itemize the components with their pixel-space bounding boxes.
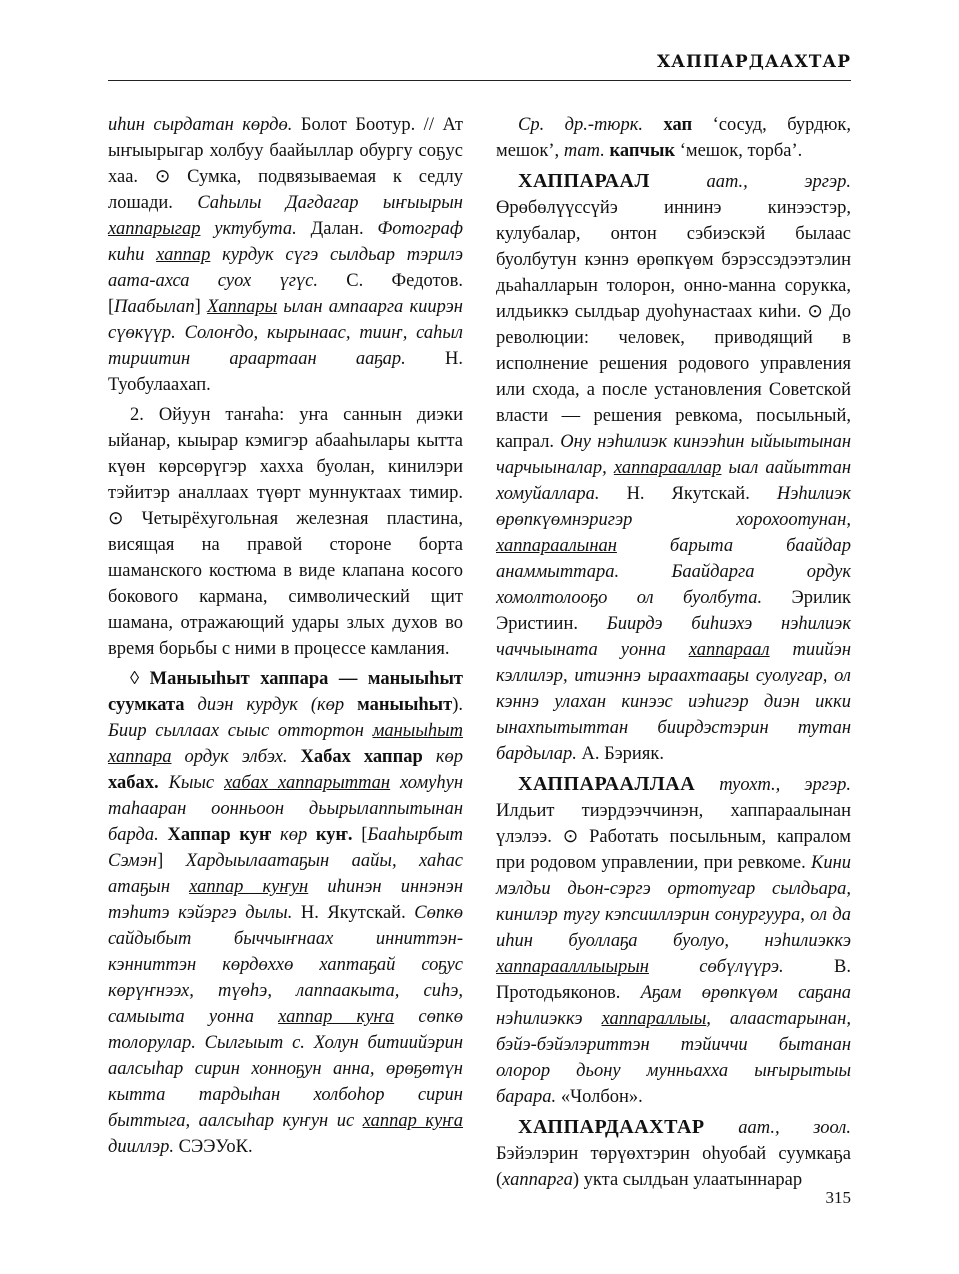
source: Н. Якутскай. <box>292 903 415 923</box>
example-text: Биирдэ биһиэхэ нэһилиэк чаччыыната уонна <box>496 614 851 660</box>
grammar-label: аат., эргэр. <box>649 172 851 192</box>
cross-ref: хабах. <box>108 773 159 793</box>
paragraph <box>496 112 851 164</box>
example-text: Кини мэлдьи дьон-сэргэ ортотугар сылдьара, кинилэр тугу кэпсииллэрин сонургуура, ол да иһин буоллаҕа буолуо, нэһилиэккэ <box>496 853 851 951</box>
definition: Илдьит тиэрдээччинэн, хаппараалынан үлэлээ. ⊙ Работать посыльным, капралом при родовом управлении, при ревкоме. <box>496 801 851 873</box>
definition: ) укта сылдьан улаатыннарар <box>572 1170 803 1190</box>
source: Далан. <box>296 219 378 239</box>
source: «Чолбон». <box>556 1087 643 1107</box>
etymon: хап <box>643 115 693 135</box>
text: Болот Боотур. // Ат ыҥыырыгар холбуу баайыллар обургу соҕус хаа. ⊙ Сумка, подвязываемая к седлу лошади. <box>108 115 463 213</box>
phrase-headword: Хабах хаппар <box>300 747 423 767</box>
definition: Өрөбөлүүссүйэ иннинэ кинээстэр, кулубалар, онтон сэбиэскэй былаас буолбутун кэннэ өрөпкүөм бэрэссэдээтэлин дьаһалларын толорон, онно-манна сорукка, илдьиккэ сылдьар дуоһунастаах киһи. ⊙ До революции: человек, приводящий в исполнение решения родового управления или схода, а после установления Советской власти — решения ревкома, посыльный, капрал. <box>496 198 851 452</box>
text: Ср. др.-тюрк. <box>518 115 643 135</box>
text: [ <box>352 825 368 845</box>
headword-usage: хаппар куҥа <box>278 1007 395 1027</box>
example-text: Саһылы Дагдагар ыҥыырын <box>197 193 463 213</box>
right-column <box>496 112 851 1193</box>
paragraph <box>108 112 463 398</box>
cross-ref: маныыһыт <box>357 695 453 715</box>
headword-usage: хаппараалынан <box>496 536 617 556</box>
text: көр <box>271 825 316 845</box>
entry <box>496 1114 851 1193</box>
running-head: ХАППАРДААХТАР <box>656 52 851 72</box>
example-text: Фотограф киһи <box>108 219 464 265</box>
paragraph <box>108 666 463 1160</box>
text: тат. <box>563 141 605 161</box>
headword-usage: хаппараалллыырын <box>496 957 649 977</box>
example-text: Биир сыллаах сыыс оттортон <box>108 721 373 741</box>
source: Эрилик Эристиин. <box>496 588 852 634</box>
source: С. Федотов. [ <box>108 271 463 317</box>
text: диэн курдук (көр <box>184 695 358 715</box>
example-text: Кыыс <box>158 773 225 793</box>
etymon: капчык <box>604 141 676 161</box>
headword-usage: маныыһыт <box>372 721 463 741</box>
phrase-headword: ◊ Маныыһыт хаппара — маныыһыт суумката <box>108 669 463 715</box>
headword-usage: хаппараал <box>688 640 770 660</box>
text: ‘мешок, торба’. <box>675 141 803 161</box>
headword: ХАППАРААЛЛАА <box>518 773 696 795</box>
paragraph: 2. Ойуун таҥаһа: уҥа саннын диэки ыйанар, кыырар кэмигэр абааһылары кытта күөн көрсөрүгэр хахха буолан, кинилэри тэйитэр аналлаах түөрт муннуктаах тимир. ⊙ Четырёхугольная железная пластина, висящая на правой стороне борта шаманского костюма в виде клапана косого бокового кармана, символический щит шамана, отражающий удары злых духов во время борьбы с ними в процессе камлания. <box>108 405 463 659</box>
grammar-label: туохт., эргэр. <box>695 775 851 795</box>
phrase-headword: Хаппар куҥ <box>158 825 272 845</box>
definition: Бэйэлэрин төрүөхтэрин оһуобай суумкаҕа ( <box>496 1144 851 1190</box>
entry <box>496 168 851 767</box>
text: ‘сосуд, бурдюк, мешок’, <box>496 115 852 161</box>
header-rule <box>108 80 851 81</box>
example-text: хомуһун таһааран оонньоон дьырылаппытынан барда. <box>108 773 463 845</box>
example-text: тиийэн кэллилэр, итиэннэ ыраахтааҕы суолугар, ол кэннэ улахан кинээс иэһигэр диэн икки ынахпытыттан биирдэстэрин тутан бардылар. <box>496 640 851 764</box>
example-text: ыал аайыттан хомуйаллара. <box>496 458 852 504</box>
source: Н. Туобулаахап. <box>108 349 463 395</box>
headword-usage: Хаппары <box>207 297 278 317</box>
text: көр <box>422 747 463 767</box>
text: ] <box>157 851 186 871</box>
headword-usage: хаппарыгар <box>108 219 201 239</box>
text: ] <box>194 297 208 317</box>
example-text: Сөпкө сайдыбыт быччыҥнаах инниттэн-кэнниттэн көрдөххө хаптаҕай соҕус көрүҥнээх, түөһэ, лаппаакыта, сиһэ, самыыта уонна <box>108 903 463 1027</box>
example-text: Нэһилиэк өрөпкүөмнэригэр хорохоотунан, <box>496 484 851 530</box>
example-text: Ону нэһилиэк кинээһин ыйыытынан чарчыыналар, <box>496 432 851 478</box>
example-text: иһин сырдатан көрдө. <box>108 115 293 135</box>
headword: ХАППАРДААХТАР <box>518 1116 705 1138</box>
source: Н. Якутскай. <box>599 484 777 504</box>
headword-usage: хаппар куҥун <box>189 877 309 897</box>
left-column <box>108 112 463 1160</box>
cross-ref: куҥ. <box>315 825 353 845</box>
example-text: , алаастарынан, бэйэ-бэйэлэриттэн тэйиччи бытанан олорор дьону мунньахха ыҥырытыы барара. <box>496 1009 851 1107</box>
example-text: курдук сүгэ сылдьар тэрилэ аата-ахса суох үгүс. <box>108 245 463 291</box>
example-text: дииллэр. <box>108 1137 175 1157</box>
headword-usage: хаппара <box>108 747 172 767</box>
headword-usage: хаппараллыы <box>601 1009 707 1029</box>
text: ). <box>452 695 463 715</box>
headword-usage: хаппар <box>156 245 211 265</box>
example-text: Аҕам өрөпкүөм саҕана нэһилиэккэ <box>496 983 852 1029</box>
example-text: ордук элбэх. <box>171 747 301 767</box>
example-text: Хардыылаатаҕын аайы, хаһас атаҕын <box>108 851 463 897</box>
example-text: иһинэн иннэнэн тэһитэ кэйэргэ дылы. <box>108 877 463 923</box>
headword-usage: хабах хаппарыттан <box>224 773 391 793</box>
page-number: 315 <box>825 1188 851 1207</box>
example-text: Паабылап <box>114 297 195 317</box>
example-text: Бааһырбыт Сэмэн <box>108 825 463 871</box>
source: В. Протодьяконов. <box>496 957 851 1003</box>
headword-usage: хаппар куҥа <box>362 1111 463 1131</box>
entry <box>496 771 851 1110</box>
example-text: сөпкө толорулар. Сылгыыт с. Холун битиийэрин аалсыһар сирин хонноҕун анна, өрөҕөтүн кытта тардыһан холбоһор сирин быттыга, аалсыһар куҥун ис <box>108 1007 463 1131</box>
grammar-label: аат., зоол. <box>704 1118 851 1138</box>
headword-usage: хаппарааллар <box>613 458 722 478</box>
example-text: уктубута. <box>200 219 297 239</box>
example-text: сөбүлүүрэ. <box>648 957 784 977</box>
example-text: ылан ампаарга киирэн сүөкүүр. Солоҥдо, кырынаас, тииҥ, саһыл тириитин араартаан ааҕар. <box>108 297 463 369</box>
source: СЭЭУоК. <box>174 1137 253 1157</box>
source: А. Бэрияк. <box>576 744 664 764</box>
example-text: хаппарга <box>502 1170 573 1190</box>
headword: ХАППАРААЛ <box>518 170 650 192</box>
example-text: барыта баайдар анаммыттара. Баайдарга ордук хомолтолооҕо ол буолбута. <box>496 536 851 608</box>
